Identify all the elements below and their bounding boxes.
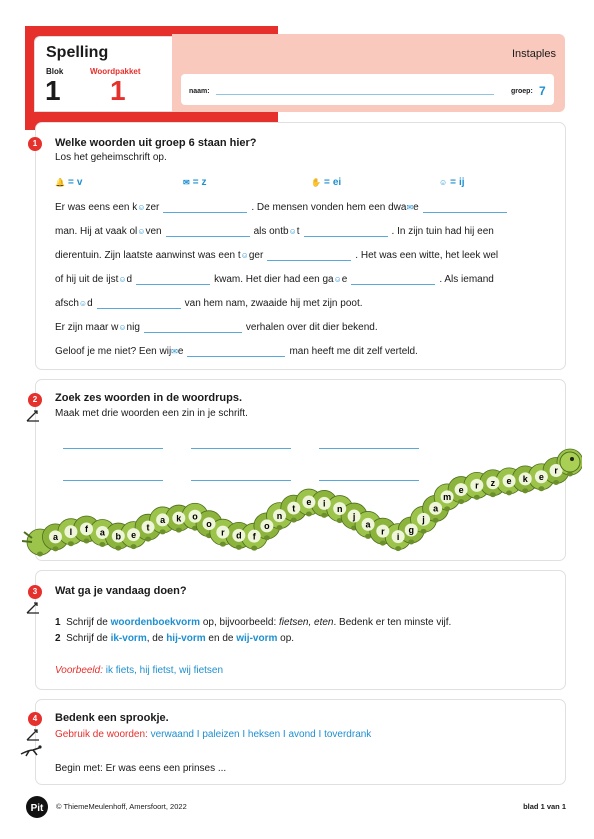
caterpillar-foot xyxy=(176,528,182,533)
smiley-icon: ☺ xyxy=(240,250,249,260)
caterpillar-letter: e xyxy=(458,484,464,495)
pit-logo xyxy=(26,795,48,819)
section-1-subtitle: Los het geheimschrift op. xyxy=(55,152,167,163)
text-segment: . Bedenk er ten minste vijf. xyxy=(333,617,452,628)
caterpillar-foot xyxy=(37,552,43,557)
instruction-2 xyxy=(55,633,294,644)
caterpillar-letter: o xyxy=(264,521,270,532)
text-segment: e xyxy=(341,274,348,285)
page-number: blad 1 van 1 xyxy=(523,802,566,811)
logo-text: Pit xyxy=(30,803,44,814)
caterpillar-letter: a xyxy=(160,515,166,526)
caterpillar-letter: i xyxy=(322,498,326,509)
caterpillar-letter: f xyxy=(252,531,256,542)
caterpillar-letter: r xyxy=(221,527,225,538)
text-segment: nig xyxy=(126,322,140,333)
naam-label: naam: xyxy=(189,88,210,95)
envelope-icon: ✉ xyxy=(406,202,414,212)
text-segment: Geloof je me niet? Een wij xyxy=(55,346,172,357)
smiley-icon: ☺ xyxy=(78,298,88,308)
caterpillar-letter: f xyxy=(84,524,88,535)
caterpillar-foot xyxy=(306,512,312,517)
story-line-6 xyxy=(55,322,378,336)
caterpillar-letter: a xyxy=(52,532,58,543)
pencil-icon xyxy=(25,409,41,423)
text-segment: fietsen, eten xyxy=(279,617,334,628)
caterpillar-foot xyxy=(99,542,105,547)
caterpillar-letter: t xyxy=(292,503,296,514)
caterpillar-letter: l xyxy=(69,526,73,537)
caterpillar-letter: j xyxy=(352,511,356,522)
caterpillar-foot xyxy=(444,506,450,511)
answer-blank[interactable] xyxy=(351,275,435,285)
caterpillar-foot xyxy=(506,490,512,495)
woordpakket-label: Woordpakket xyxy=(90,67,141,76)
caterpillar-foot xyxy=(433,518,439,523)
text-segment: man. Hij at vaak ol xyxy=(55,226,138,237)
section-3-number: 3 xyxy=(28,585,42,599)
envelope-icon: ✉ xyxy=(171,346,178,356)
caterpillar-letter: b xyxy=(115,531,122,542)
key-smiley xyxy=(439,177,465,188)
story-start: Begin met: Er was eens een prinses ... xyxy=(55,763,227,774)
keyword: hij-vorm xyxy=(166,633,206,644)
story-line-4 xyxy=(55,274,494,288)
caterpillar-foot xyxy=(490,492,496,497)
text-segment: afsch xyxy=(55,298,79,309)
text-segment: en de xyxy=(205,633,237,644)
caterpillar-foot xyxy=(474,495,480,500)
answer-blank[interactable] xyxy=(144,323,242,333)
story-line-1 xyxy=(55,202,511,216)
caterpillar-foot xyxy=(145,537,151,542)
caterpillar-letter: e xyxy=(131,529,137,540)
answer-blank[interactable] xyxy=(163,203,247,213)
story-line-7 xyxy=(55,346,418,360)
hand-icon: ✋ xyxy=(311,178,321,187)
text-segment: e xyxy=(413,202,419,213)
answer-blank[interactable] xyxy=(166,227,250,237)
item-number: 1 xyxy=(55,617,61,628)
text-segment: . Als iemand xyxy=(439,274,494,285)
smiley-icon: ☺ xyxy=(118,274,127,284)
caterpillar-eye xyxy=(570,457,574,461)
text-segment: t xyxy=(296,226,300,237)
word-list-line xyxy=(55,729,371,740)
caterpillar-foot xyxy=(115,546,121,551)
caterpillar-foot xyxy=(68,541,74,546)
text-segment: verhalen over dit dier bekend. xyxy=(245,322,378,333)
text-segment: . In zijn tuin had hij een xyxy=(391,226,494,237)
naam-input-line[interactable] xyxy=(216,94,494,95)
caterpillar-foot xyxy=(220,542,226,547)
caterpillar-letter: m xyxy=(443,492,452,503)
text-segment: Schrijf de xyxy=(66,633,111,644)
caterpillar-foot xyxy=(160,529,166,534)
caterpillar-foot xyxy=(458,499,464,504)
key-letter-z: z xyxy=(201,177,207,188)
caterpillar-letter: e xyxy=(306,497,312,508)
example-label: Voorbeeld: xyxy=(55,665,103,676)
groep-value: 7 xyxy=(539,84,546,98)
key-letter-ei: ei xyxy=(332,177,342,188)
section-4-number: 4 xyxy=(28,712,42,726)
caterpillar-foot xyxy=(83,538,89,543)
text-segment: man heeft me dit zelf verteld. xyxy=(289,346,418,357)
text-segment: zer xyxy=(145,202,160,213)
text-segment: Schrijf de xyxy=(66,617,111,628)
text-segment: als ontb xyxy=(253,226,289,237)
student-info-field xyxy=(181,74,554,105)
text-segment: op. xyxy=(277,633,295,644)
example-line xyxy=(55,665,223,676)
text-segment: Er was eens een k xyxy=(55,202,138,213)
smiley-icon: ☺ xyxy=(333,274,342,284)
caterpillar-letter: r xyxy=(475,480,479,491)
smiley-icon: ☺ xyxy=(137,202,146,212)
key-eq: = xyxy=(323,177,330,188)
caterpillar-foot xyxy=(408,539,414,544)
caterpillar-foot xyxy=(291,518,297,523)
caterpillar-foot xyxy=(264,535,270,540)
caterpillar-head xyxy=(560,452,580,472)
bell-icon: 🔔 xyxy=(55,178,65,187)
item-number: 2 xyxy=(55,633,61,644)
answer-blank[interactable] xyxy=(187,347,285,357)
caterpillar-letter: d xyxy=(236,530,242,541)
caterpillar-letter: n xyxy=(276,510,283,521)
text-segment: ger xyxy=(248,250,264,261)
section-1-title: Welke woorden uit groep 6 staan hier? xyxy=(55,137,257,149)
caterpillar-letter: a xyxy=(99,527,105,538)
text-segment: ven xyxy=(145,226,162,237)
caterpillar-letter: t xyxy=(146,522,150,533)
key-eq: = xyxy=(450,177,457,188)
example-text: ik fiets, hij fietst, wij fietsen xyxy=(103,665,224,676)
running-figure-icon xyxy=(19,744,43,758)
section-2-number: 2 xyxy=(28,393,42,407)
answer-blank[interactable] xyxy=(267,251,351,261)
caterpillar-letter: z xyxy=(490,477,496,488)
blok-value: 1 xyxy=(45,75,61,106)
text-segment: . De mensen vonden hem een dwa xyxy=(251,202,407,213)
caterpillar-letter: e xyxy=(538,471,544,482)
section-3-title: Wat ga je vandaag doen? xyxy=(55,585,187,597)
words-list: verwaand I paleizen I heksen I avond I toverdrank xyxy=(147,729,372,740)
key-bell xyxy=(55,177,82,188)
answer-blank[interactable] xyxy=(136,275,210,285)
key-letter-ij: ij xyxy=(459,177,465,188)
story-line-3 xyxy=(55,250,498,264)
smiley-icon: ☺ xyxy=(137,226,146,236)
smiley-icon: ☺ xyxy=(118,322,127,332)
caterpillar-foot xyxy=(538,486,544,491)
section-1-number: 1 xyxy=(28,137,42,151)
pencil-icon xyxy=(25,601,41,615)
caterpillar-foot xyxy=(277,525,283,530)
caterpillar-foot xyxy=(321,513,327,518)
caterpillar-letter: a xyxy=(365,519,371,530)
pencil-icon xyxy=(25,728,41,742)
caterpillar-foot xyxy=(395,546,401,551)
woordpakket-value: 1 xyxy=(110,75,126,106)
text-segment: e xyxy=(177,346,184,357)
caterpillar-foot xyxy=(421,529,427,534)
smiley-icon: ☺ xyxy=(288,226,297,236)
section-2-subtitle: Maak met drie woorden een zin in je schrift. xyxy=(55,408,248,419)
caterpillar-letter: j xyxy=(422,514,425,525)
key-eq: = xyxy=(67,177,74,188)
text-segment: van hem nam, zwaaide hij met zijn poot. xyxy=(184,298,363,309)
text-segment: op, bijvoorbeeld: xyxy=(200,617,280,628)
text-segment: kwam. Het dier had een ga xyxy=(214,274,334,285)
words-label: Gebruik de woorden: xyxy=(55,729,148,740)
page-title: Spelling xyxy=(46,44,109,61)
answer-blank[interactable] xyxy=(423,203,507,213)
subject-label: Instaples xyxy=(511,48,556,60)
caterpillar-foot xyxy=(52,546,58,551)
text-segment: , de xyxy=(146,633,167,644)
caterpillar-letter: i xyxy=(396,531,400,542)
word-caterpillar xyxy=(22,440,582,560)
section-2-title: Zoek zes woorden in de woordrups. xyxy=(55,392,243,404)
caterpillar-foot xyxy=(131,544,137,549)
answer-blank[interactable] xyxy=(304,227,388,237)
text-segment: d xyxy=(126,274,133,285)
groep-label: groep: xyxy=(511,88,533,95)
copyright: © ThiemeMeulenhoff, Amersfoort, 2022 xyxy=(56,802,187,811)
caterpillar-foot xyxy=(251,546,257,551)
caterpillar-letter: o xyxy=(192,511,198,522)
key-eq: = xyxy=(192,177,199,188)
text-segment: Er zijn maar w xyxy=(55,322,119,333)
story-line-5 xyxy=(55,298,363,312)
caterpillar-letter: r xyxy=(381,526,385,537)
caterpillar-foot xyxy=(236,545,242,550)
caterpillar-letter: a xyxy=(433,503,439,514)
caterpillar-letter: k xyxy=(176,513,182,524)
text-segment: dierentuin. Zijn laatste aanwinst was een t xyxy=(55,250,241,261)
keyword: wij-vorm xyxy=(236,633,278,644)
caterpillar-letter: k xyxy=(522,474,528,485)
caterpillar-foot xyxy=(553,480,559,485)
section-4-title: Bedenk een sprookje. xyxy=(55,712,169,724)
key-hand xyxy=(311,177,341,188)
key-envelope xyxy=(183,177,207,188)
text-segment: of hij uit de ijst xyxy=(55,274,119,285)
smiley-icon: ☺ xyxy=(439,178,448,187)
keyword: woordenboekvorm xyxy=(110,617,201,628)
caterpillar-letter: r xyxy=(554,465,558,476)
answer-blank[interactable] xyxy=(97,299,181,309)
caterpillar-letter: g xyxy=(408,525,414,536)
envelope-icon: ✉ xyxy=(183,178,190,187)
caterpillar-foot xyxy=(380,541,386,546)
instruction-1 xyxy=(55,617,451,628)
caterpillar-letter: e xyxy=(506,476,512,487)
text-segment: . Het was een witte, het leek wel xyxy=(355,250,499,261)
caterpillar-foot xyxy=(522,488,528,493)
keyword: ik-vorm xyxy=(110,633,147,644)
caterpillar-letter: n xyxy=(336,503,343,514)
blok-label: Blok xyxy=(46,67,64,76)
key-letter-v: v xyxy=(76,177,83,188)
text-segment: d xyxy=(87,298,93,309)
caterpillar-letter: o xyxy=(206,518,212,529)
story-line-2 xyxy=(55,226,494,240)
